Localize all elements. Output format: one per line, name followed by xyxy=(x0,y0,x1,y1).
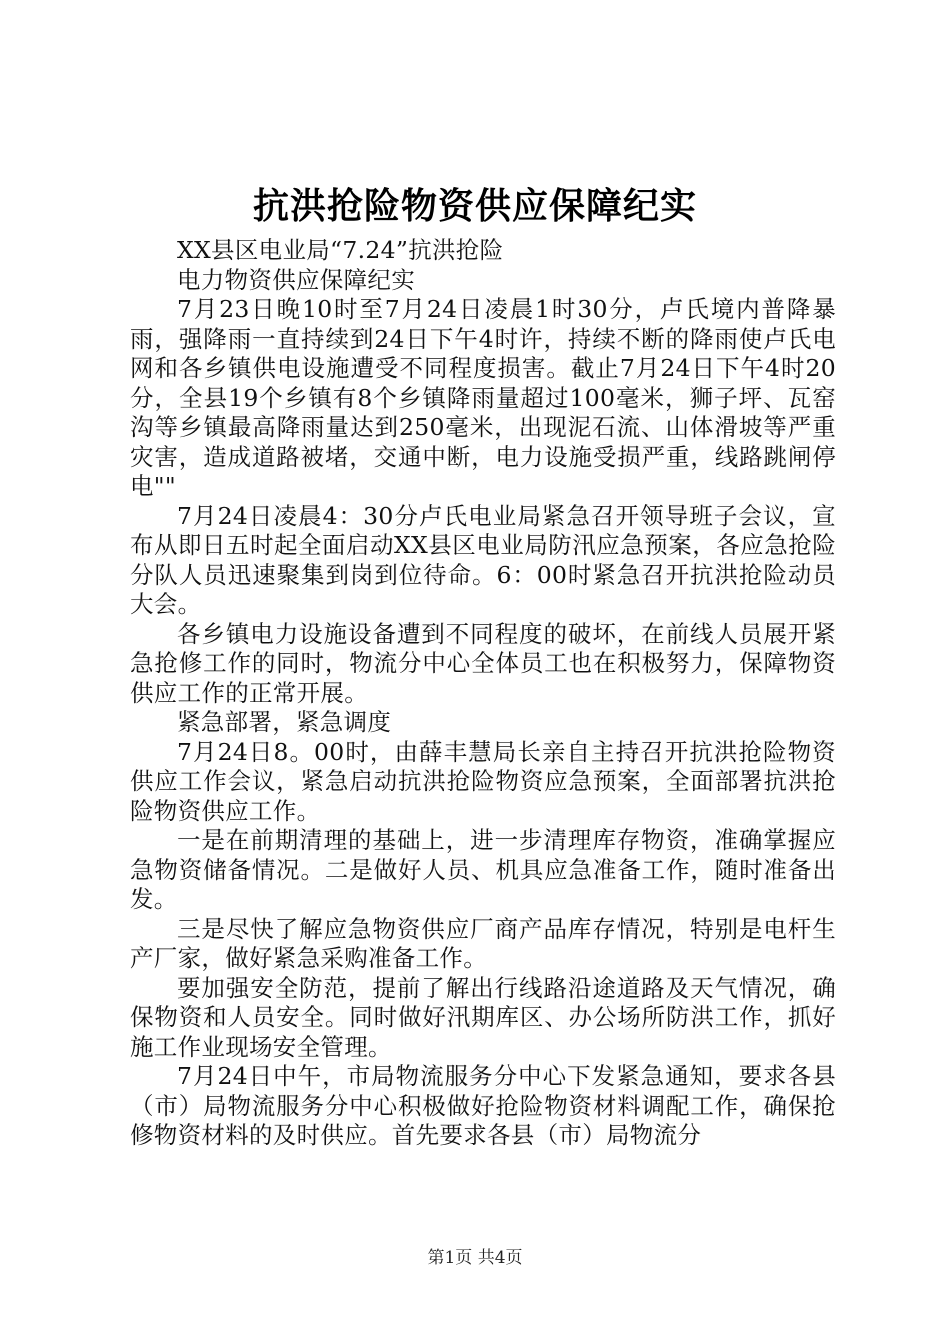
paragraph: 7月24日8。00时，由薛丰慧局长亲自主持召开抗洪抢险物资供应工作会议，紧急启动抗洪抢险物资应急预案，全面部署抗洪抢险物资供应工作。 xyxy=(130,737,836,825)
paragraph: 三是尽快了解应急物资供应厂商产品库存情况，特别是电杆生产厂家，做好紧急采购准备工作。 xyxy=(130,914,836,972)
paragraph: 一是在前期清理的基础上，进一步清理库存物资，准确掌握应急物资储备情况。二是做好人员、机具应急准备工作，随时准备出发。 xyxy=(130,826,836,913)
paragraph-subtitle-1: XX县区电业局“7.24”抗洪抢险 xyxy=(177,236,504,264)
paragraph: 7月24日中午，市局物流服务分中心下发紧急通知，要求各县（市）局物流服务分中心积极做好抢险物资材料调配工作，确保抢修物资材料的及时供应。首先要求各县（市）局物流分 xyxy=(130,1062,836,1149)
page-number-footer: 第1页 共4页 xyxy=(427,1248,523,1268)
document-body xyxy=(130,236,836,1151)
paragraph-subtitle-2: 电力物资供应保障纪实 xyxy=(177,265,415,294)
document-title: 抗洪抢险物资供应保障纪实 xyxy=(252,185,697,227)
paragraph: 7月23日晚10时至7月24日凌晨1时30分，卢氏境内普降暴雨，强降雨一直持续到24日下午4时许，持续不断的降雨使卢氏电网和各乡镇供电设施遭受不同程度损害。截止7月24日下午4时20分，全县19个乡镇有8个乡镇降雨量超过100毫米，狮子坪、瓦窑沟等乡镇最高降雨量达到250毫米，出现泥石流、山体滑坡等严重灾害，造成道路被堵，交通中断，电力设施受损严重，线路跳闸停电"" xyxy=(130,295,836,500)
paragraph: 各乡镇电力设施设备遭到不同程度的破坏，在前线人员展开紧急抢修工作的同时，物流分中心全体员工也在积极努力，保障物资供应工作的正常开展。 xyxy=(130,619,836,707)
paragraph: 要加强安全防范，提前了解出行线路沿途道路及天气情况，确保物资和人员安全。同时做好汛期库区、办公场所防洪工作，抓好施工作业现场安全管理。 xyxy=(130,973,836,1061)
section-heading: 紧急部署，紧急调度 xyxy=(177,708,392,736)
paragraph: 7月24日凌晨4：30分卢氏电业局紧急召开领导班子会议，宣布从即日五时起全面启动XX县区电业局防汛应急预案，各应急抢险分队人员迅速聚集到岗到位待命。6：00时紧急召开抗洪抢险动员大会。 xyxy=(130,501,836,618)
